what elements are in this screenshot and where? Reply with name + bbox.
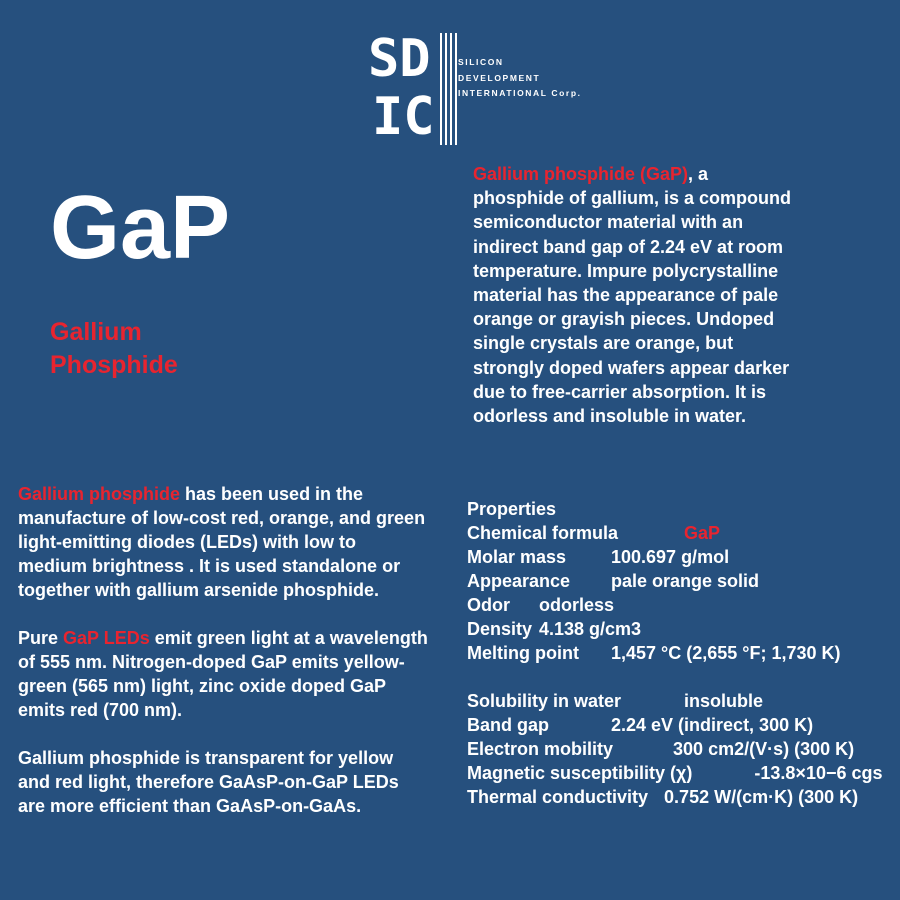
property-solubility bbox=[467, 689, 887, 713]
property-value: 0.752 W/(cm·K) (300 K) bbox=[664, 787, 859, 807]
property-label: Odor bbox=[467, 595, 510, 615]
property-magnetic-susceptibility bbox=[467, 761, 887, 785]
properties-section bbox=[467, 497, 887, 809]
property-appearance bbox=[467, 569, 887, 593]
property-density bbox=[467, 617, 887, 641]
paragraph-leds-start: Pure bbox=[18, 628, 64, 648]
property-label: Magnetic susceptibility (χ) bbox=[467, 763, 693, 783]
properties-heading: Properties bbox=[467, 499, 557, 519]
logo-vertical-lines bbox=[440, 33, 460, 145]
property-thermal-conductivity bbox=[467, 785, 887, 809]
logo-text-development: DEVELOPMENT bbox=[458, 73, 541, 83]
property-label: Melting point bbox=[467, 643, 579, 663]
property-value: insoluble bbox=[684, 691, 764, 711]
property-value: -13.8×10−6 cgs bbox=[754, 763, 883, 783]
company-logo bbox=[368, 29, 598, 148]
intro-paragraph bbox=[473, 162, 803, 428]
paragraph-transparency: Gallium phosphide is transparent for yellow and red light, therefore GaAsP-on-GaP LEDs are more efficient than GaAsP-on-GaAs. bbox=[18, 748, 399, 816]
paragraph-usage-highlight: Gallium phosphide bbox=[18, 484, 181, 504]
property-value: 300 cm2/(V·s) (300 K) bbox=[673, 739, 855, 759]
intro-highlight: Gallium phosphide (GaP) bbox=[473, 164, 689, 184]
logo-text-international: INTERNATIONAL Corp. bbox=[458, 88, 582, 98]
property-label: Density bbox=[467, 619, 533, 639]
property-electron-mobility bbox=[467, 737, 887, 761]
property-band-gap bbox=[467, 713, 887, 737]
property-molar-mass bbox=[467, 545, 887, 569]
logo-letters-top: SD bbox=[368, 29, 431, 89]
paragraph-leds-highlight: GaP LEDs bbox=[63, 628, 150, 648]
paragraph-leds bbox=[18, 626, 428, 722]
paragraph-usage bbox=[18, 482, 428, 602]
logo-text-silicon: SILICON bbox=[458, 57, 504, 67]
property-melting-point bbox=[467, 641, 887, 665]
property-value: 2.24 eV (indirect, 300 K) bbox=[611, 715, 814, 735]
property-label: Electron mobility bbox=[467, 739, 614, 759]
intro-text: , a phosphide of gallium, is a compound semiconductor material with an indirect band gap of 2.24 eV at room temperature. Impure polycrystalline material has the appearance of pale orange or grayish pieces. Undoped single crystals are orange, but strongly doped wafers appear darker due to free-carrier absorption. It is odorless and insoluble in water. bbox=[473, 164, 792, 427]
property-label: Thermal conductivity bbox=[467, 787, 649, 807]
property-value: 1,457 °C (2,655 °F; 1,730 K) bbox=[611, 643, 841, 663]
subtitle-line-1: Gallium bbox=[50, 318, 142, 346]
subtitle-line-2: Phosphide bbox=[50, 351, 178, 379]
paragraph-usage-text: has been used in the manufacture of low-cost red, orange, and green light-emitting diodes (LEDs) with low to medium brightness . It is used standalone or together with gallium arsenide phosphide. bbox=[18, 484, 426, 600]
logo-letters-bottom: IC bbox=[372, 87, 435, 147]
property-value: odorless bbox=[539, 595, 615, 615]
property-label: Solubility in water bbox=[467, 691, 622, 711]
description-section bbox=[18, 482, 428, 842]
property-value: GaP bbox=[684, 523, 721, 543]
property-label: Appearance bbox=[467, 571, 571, 591]
page-subtitle bbox=[50, 316, 250, 382]
page-title: GaP bbox=[50, 178, 231, 278]
property-chemical-formula bbox=[467, 521, 887, 545]
property-value: 100.697 g/mol bbox=[611, 547, 730, 567]
property-value: pale orange solid bbox=[611, 571, 760, 591]
paragraph-leds-text: emit green light at a wavelength of 555 nm. Nitrogen-doped GaP emits yellow-green (565 nm) light, zinc oxide doped GaP emits red (700 nm). bbox=[18, 628, 428, 720]
property-label: Chemical formula bbox=[467, 523, 619, 543]
property-value: 4.138 g/cm3 bbox=[539, 619, 642, 639]
property-label: Molar mass bbox=[467, 547, 567, 567]
property-label: Band gap bbox=[467, 715, 550, 735]
property-odor bbox=[467, 593, 887, 617]
